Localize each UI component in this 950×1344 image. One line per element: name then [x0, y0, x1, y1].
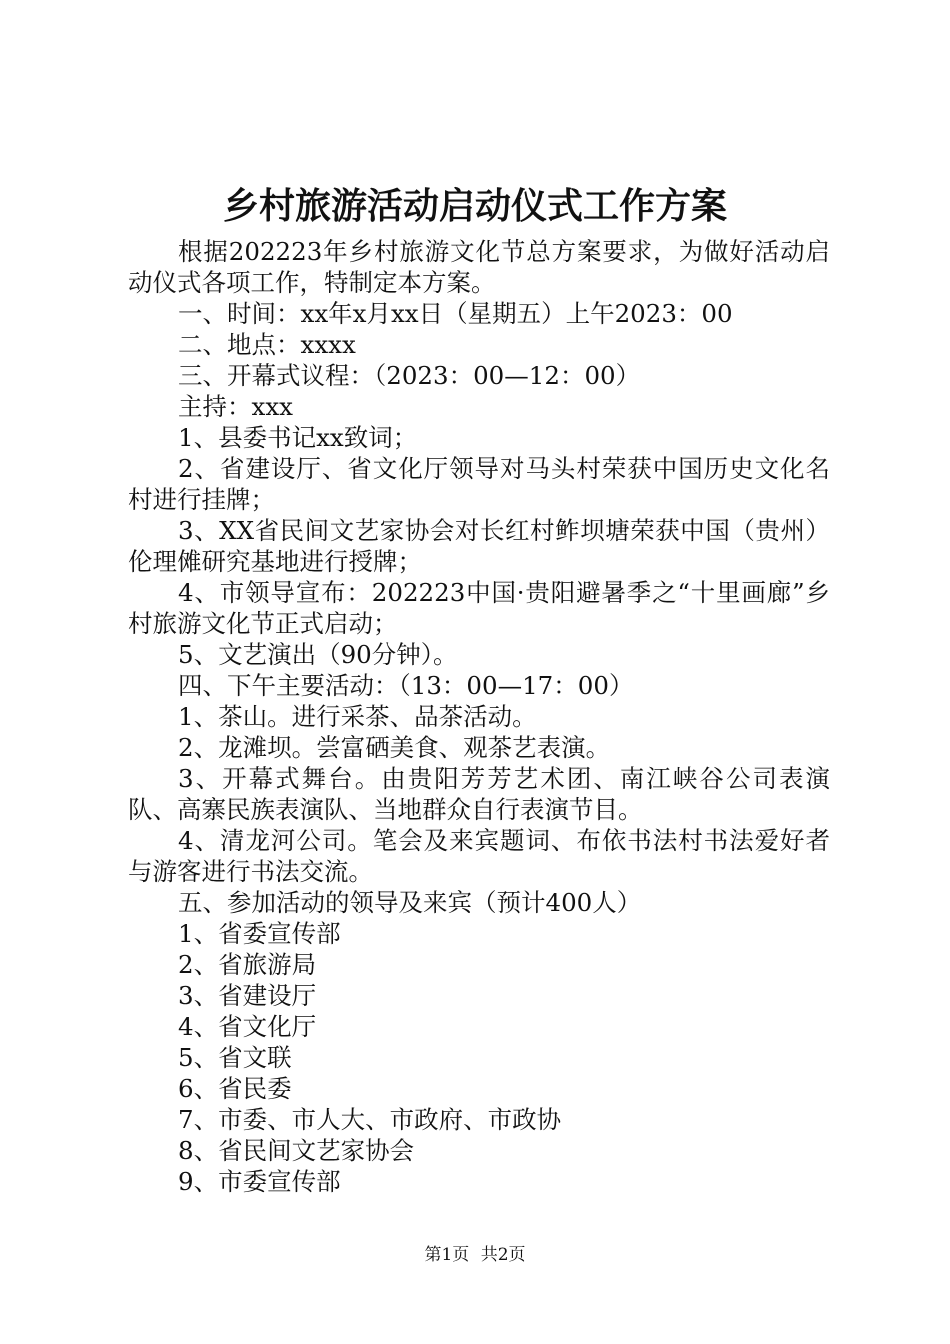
agenda-item: 4、市领导宣布：202223中国·贵阳避暑季之“十里画廊”乡村旅游文化节正式启动；	[128, 578, 830, 638]
agenda-item: 1、县委书记xx致词；	[178, 423, 418, 452]
guest-item: 1、省委宣传部	[178, 919, 341, 948]
paragraph-location: 二、地点：xxxx	[178, 330, 356, 359]
paragraph-guests: 五、参加活动的领导及来宾（预计400人）	[178, 888, 642, 917]
activity-item: 1、茶山。进行采茶、品茶活动。	[178, 702, 537, 731]
paragraph-host: 主持：xxx	[178, 392, 293, 421]
guest-item: 8、省民间文艺家协会	[178, 1136, 415, 1165]
guest-item: 9、市委宣传部	[178, 1167, 341, 1196]
guest-item: 4、省文化厅	[178, 1012, 317, 1041]
page-number-total: 共2页	[480, 1245, 526, 1265]
activity-item: 4、清龙河公司。笔会及来宾题词、布依书法村书法爱好者与游客进行书法交流。	[128, 826, 830, 886]
paragraph-opening-agenda: 三、开幕式议程：（2023：00—12：00）	[178, 361, 641, 390]
guest-item: 7、市委、市人大、市政府、市政协	[178, 1105, 562, 1134]
agenda-item: 2、省建设厅、省文化厅领导对马头村荣获中国历史文化名村进行挂牌；	[128, 454, 830, 514]
activity-item: 3、开幕式舞台。由贵阳芳芳艺术团、南江峡谷公司表演队、高寨民族表演队、当地群众自行表演节目。	[128, 764, 830, 824]
paragraph-intro: 根据202223年乡村旅游文化节总方案要求，为做好活动启动仪式各项工作，特制定本方案。	[128, 237, 830, 297]
page-footer	[0, 1243, 950, 1267]
agenda-item: 5、文艺演出（90分钟）。	[178, 640, 458, 669]
guest-item: 5、省文联	[178, 1043, 292, 1072]
guest-item: 3、省建设厅	[178, 981, 317, 1010]
guest-item: 2、省旅游局	[178, 950, 317, 979]
document-body	[128, 236, 830, 1197]
activity-item: 2、龙滩坝。尝富硒美食、观茶艺表演。	[178, 733, 611, 762]
guest-item: 6、省民委	[178, 1074, 292, 1103]
paragraph-time: 一、时间：xx年x月xx日（星期五）上午2023：00	[178, 299, 733, 328]
paragraph-afternoon-activities: 四、下午主要活动：（13：00—17：00）	[178, 671, 634, 700]
document-title: 乡村旅游活动启动仪式工作方案	[222, 185, 727, 227]
page-number-current: 第1页	[424, 1245, 470, 1265]
agenda-item: 3、XX省民间文艺家协会对长红村鲊坝塘荣获中国（贵州）伦理傩研究基地进行授牌；	[128, 516, 830, 576]
